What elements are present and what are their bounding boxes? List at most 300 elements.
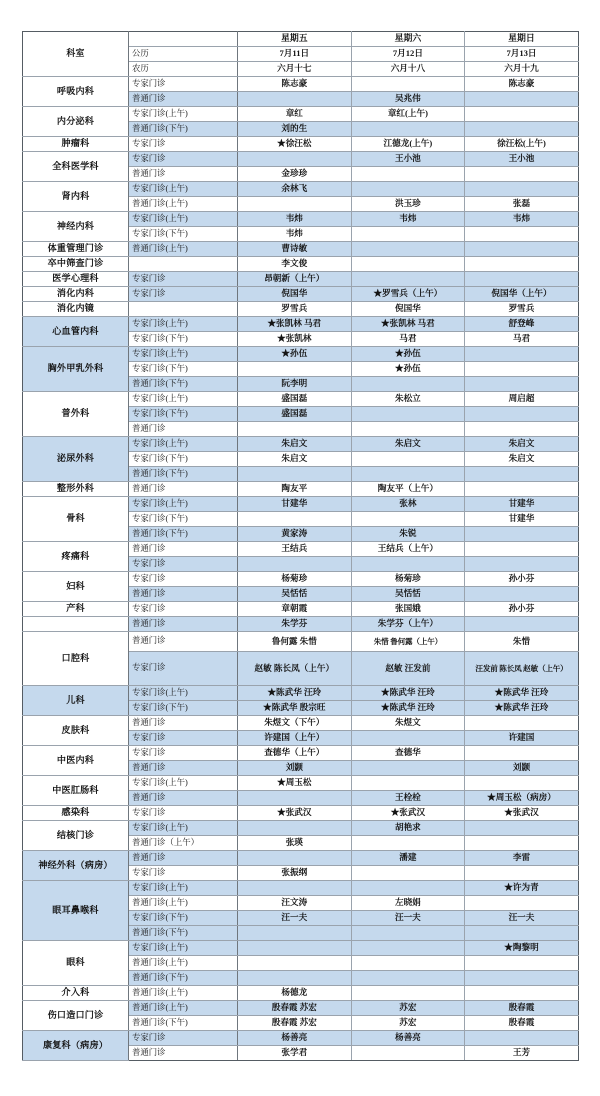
doctor-cell	[351, 926, 465, 941]
clinic-type: 专家门诊(上午)	[129, 821, 238, 836]
doctor-cell: 杨菊珍	[351, 572, 465, 587]
clinic-type: 专家门诊(上午)	[129, 776, 238, 791]
doctor-cell	[465, 1031, 579, 1046]
date-cell: 7月12日	[351, 47, 465, 62]
doctor-cell: 汪文涛	[238, 896, 352, 911]
department-name: 心血管内科	[23, 317, 129, 347]
clinic-type: 专家门诊(下午)	[129, 407, 238, 422]
department-name: 神经内科	[23, 212, 129, 242]
doctor-cell: 朱惜 鲁何露（上午）	[351, 632, 465, 652]
schedule-row	[23, 212, 579, 227]
clinic-type: 普通门诊	[129, 716, 238, 731]
clinic-type: 专家门诊(上午)	[129, 392, 238, 407]
doctor-cell	[465, 92, 579, 107]
clinic-type: 普通门诊	[129, 632, 238, 652]
department-name: 整形外科	[23, 482, 129, 497]
department-name: 感染科	[23, 806, 129, 821]
doctor-cell: 韦炜	[238, 212, 352, 227]
doctor-cell: 陶友平（上午）	[351, 482, 465, 497]
department-name: 中医内科	[23, 746, 129, 776]
doctor-cell: 马君	[465, 332, 579, 347]
department-name: 疼痛科	[23, 542, 129, 572]
schedule-row	[23, 716, 579, 731]
doctor-cell: 殷春霞 苏宏	[238, 1016, 352, 1031]
doctor-cell: 王结兵	[238, 542, 352, 557]
doctor-cell: ★张凯林 马君	[238, 317, 352, 332]
doctor-cell: 朱惜	[465, 632, 579, 652]
schedule-row	[23, 272, 579, 287]
date-cell: 六月十八	[351, 62, 465, 77]
department-name: 内分泌科	[23, 107, 129, 137]
doctor-cell: 徐汪松(上午)	[465, 137, 579, 152]
schedule-row	[23, 302, 579, 317]
doctor-cell: 罗雪兵	[465, 302, 579, 317]
department-name: 医学心理科	[23, 272, 129, 287]
department-name: 消化内科	[23, 287, 129, 302]
department-name: 肿瘤科	[23, 137, 129, 152]
doctor-cell: 章红	[238, 107, 352, 122]
clinic-type: 专家门诊(上午)	[129, 212, 238, 227]
schedule-row	[23, 107, 579, 122]
doctor-cell: 韦炜	[465, 212, 579, 227]
schedule-row	[23, 287, 579, 302]
doctor-cell	[238, 152, 352, 167]
schedule-row	[23, 257, 579, 272]
doctor-cell: 江德龙(上午)	[351, 137, 465, 152]
doctor-cell: 倪国华	[238, 287, 352, 302]
clinic-type: 专家门诊(上午)	[129, 881, 238, 896]
clinic-type: 普通门诊	[129, 761, 238, 776]
doctor-cell: ★孙伍	[351, 347, 465, 362]
clinic-type: 普通门诊(上午)	[129, 197, 238, 212]
doctor-cell	[351, 881, 465, 896]
clinic-type: 专家门诊(下午)	[129, 452, 238, 467]
clinic-type: 专家门诊(下午)	[129, 911, 238, 926]
clinic-type: 普通门诊(下午)	[129, 527, 238, 542]
doctor-cell	[351, 122, 465, 137]
clinic-type: 专家门诊(下午)	[129, 227, 238, 242]
doctor-cell: 苏宏	[351, 1001, 465, 1016]
doctor-cell: 盛国磊	[238, 392, 352, 407]
department-name: 全科医学科	[23, 152, 129, 182]
doctor-cell	[465, 617, 579, 632]
clinic-type: 专家门诊	[129, 287, 238, 302]
doctor-cell: ★张武汉	[238, 806, 352, 821]
clinic-type: 专家门诊(上午)	[129, 686, 238, 701]
department-name: 胸外甲乳外科	[23, 347, 129, 392]
clinic-type: 普通门诊	[129, 1046, 238, 1061]
doctor-cell	[465, 776, 579, 791]
clinic-type: 专家门诊(下午)	[129, 512, 238, 527]
doctor-cell: 陈志豪	[238, 77, 352, 92]
doctor-cell: ★周玉松	[238, 776, 352, 791]
schedule-row	[23, 821, 579, 836]
doctor-cell	[465, 746, 579, 761]
doctor-cell: 查德华（上午）	[238, 746, 352, 761]
doctor-cell: 甘建华	[238, 497, 352, 512]
doctor-cell: 许建国（上午）	[238, 731, 352, 746]
doctor-cell	[351, 377, 465, 392]
clinic-type: 专家门诊(上午)	[129, 941, 238, 956]
doctor-cell	[465, 467, 579, 482]
clinic-type: 普通门诊	[129, 587, 238, 602]
clinic-type: 普通门诊	[129, 92, 238, 107]
doctor-cell: 盛国磊	[238, 407, 352, 422]
schedule-row	[23, 806, 579, 821]
date-cell: 六月十七	[238, 62, 352, 77]
doctor-cell	[465, 836, 579, 851]
doctor-cell: ★孙伍	[238, 347, 352, 362]
doctor-cell: 李雷	[465, 851, 579, 866]
schedule-row	[23, 137, 579, 152]
doctor-cell	[465, 242, 579, 257]
clinic-type: 专家门诊	[129, 1031, 238, 1046]
clinic-type: 专家门诊	[129, 602, 238, 617]
doctor-cell	[238, 881, 352, 896]
doctor-cell: 张瑛	[238, 836, 352, 851]
clinic-type: 专家门诊	[129, 77, 238, 92]
clinic-type: 专家门诊	[129, 746, 238, 761]
doctor-cell	[465, 107, 579, 122]
department-name: 皮肤科	[23, 716, 129, 746]
clinic-type: 专家门诊(上午)	[129, 347, 238, 362]
doctor-cell: ★陈武华 殷宗旺	[238, 701, 352, 716]
schedule-row	[23, 77, 579, 92]
doctor-cell	[351, 971, 465, 986]
doctor-cell: 朱锐	[351, 527, 465, 542]
doctor-cell: 许建国	[465, 731, 579, 746]
doctor-cell	[351, 776, 465, 791]
doctor-cell	[351, 452, 465, 467]
clinic-type: 普通门诊(下午)	[129, 971, 238, 986]
doctor-cell: 查德华	[351, 746, 465, 761]
department-name: 神经外科（病房）	[23, 851, 129, 881]
clinic-type: 专家门诊(下午)	[129, 332, 238, 347]
clinic-type: 普通门诊	[129, 851, 238, 866]
department-name: 肾内科	[23, 182, 129, 212]
doctor-cell	[238, 197, 352, 212]
doctor-cell: 李文俊	[238, 257, 352, 272]
doctor-cell: 陶友平	[238, 482, 352, 497]
doctor-cell: ★徐汪松	[238, 137, 352, 152]
doctor-cell	[351, 242, 465, 257]
clinic-type: 专家门诊	[129, 866, 238, 881]
doctor-cell	[351, 167, 465, 182]
doctor-cell: 陈志豪	[465, 77, 579, 92]
doctor-cell: 赵敏 汪发前	[351, 652, 465, 686]
clinic-type: 普通门诊(上午)	[129, 986, 238, 1001]
department-name: 泌尿外科	[23, 437, 129, 482]
doctor-cell: 孙小芬	[465, 572, 579, 587]
schedule-row	[23, 632, 579, 652]
header-row	[23, 32, 579, 47]
doctor-cell	[465, 956, 579, 971]
doctor-cell: 殷春霞 苏宏	[238, 1001, 352, 1016]
doctor-cell	[238, 926, 352, 941]
doctor-cell: 倪国华（上午）	[465, 287, 579, 302]
doctor-cell	[465, 362, 579, 377]
doctor-cell	[465, 407, 579, 422]
clinic-type: 普通门诊(下午)	[129, 467, 238, 482]
doctor-cell: 苏宏	[351, 1016, 465, 1031]
doctor-cell: 张振纲	[238, 866, 352, 881]
schedule-row	[23, 482, 579, 497]
doctor-cell	[351, 731, 465, 746]
doctor-cell: 汪一夫	[351, 911, 465, 926]
department-name: 中医肛肠科	[23, 776, 129, 806]
doctor-cell: 刘颢	[465, 761, 579, 776]
clinic-type: 普通门诊	[129, 617, 238, 632]
schedule-row	[23, 347, 579, 362]
department-name: 体重管理门诊	[23, 242, 129, 257]
doctor-cell	[351, 512, 465, 527]
date-cell: 7月13日	[465, 47, 579, 62]
doctor-cell	[465, 971, 579, 986]
doctor-cell: ★陈武华 汪玲	[465, 686, 579, 701]
doctor-cell: ★许为青	[465, 881, 579, 896]
doctor-cell	[465, 227, 579, 242]
doctor-cell: ★陈武华 汪玲	[238, 686, 352, 701]
doctor-cell	[238, 512, 352, 527]
doctor-cell	[351, 836, 465, 851]
doctor-cell: 左晓娟	[351, 896, 465, 911]
doctor-cell: 朱煜文	[351, 716, 465, 731]
doctor-cell: 胡艳求	[351, 821, 465, 836]
outpatient-schedule-table	[22, 31, 579, 1061]
schedule-row	[23, 437, 579, 452]
doctor-cell	[351, 407, 465, 422]
doctor-cell: 甘建华	[465, 512, 579, 527]
doctor-cell: ★罗雪兵（上午）	[351, 287, 465, 302]
clinic-type: 普通门诊(下午)	[129, 926, 238, 941]
department-name: 伤口造口门诊	[23, 1001, 129, 1031]
doctor-cell	[351, 272, 465, 287]
clinic-type: 专家门诊(下午)	[129, 362, 238, 377]
doctor-cell	[465, 542, 579, 557]
clinic-type: 专家门诊	[129, 572, 238, 587]
doctor-cell: 朱启文	[351, 437, 465, 452]
doctor-cell	[465, 557, 579, 572]
doctor-cell	[351, 77, 465, 92]
col-header-day-2: 星期日	[465, 32, 579, 47]
department-name: 消化内镜	[23, 302, 129, 317]
doctor-cell: 汪一夫	[238, 911, 352, 926]
date-row-label: 农历	[129, 62, 238, 77]
doctor-cell: 殷春霞	[465, 1016, 579, 1031]
col-header-day-0: 星期五	[238, 32, 352, 47]
doctor-cell: 黄家涛	[238, 527, 352, 542]
clinic-type: 专家门诊(上午)	[129, 437, 238, 452]
doctor-cell: 汪一夫	[465, 911, 579, 926]
doctor-cell	[238, 941, 352, 956]
clinic-type: 专家门诊	[129, 557, 238, 572]
doctor-cell: 倪国华	[351, 302, 465, 317]
clinic-type: 普通门诊(上午)	[129, 956, 238, 971]
col-header-dept: 科室	[23, 32, 129, 77]
doctor-cell: 阮李明	[238, 377, 352, 392]
doctor-cell	[351, 257, 465, 272]
doctor-cell	[465, 377, 579, 392]
doctor-cell: ★张武汉	[351, 806, 465, 821]
schedule-row	[23, 617, 579, 632]
doctor-cell: 王小池	[465, 152, 579, 167]
doctor-cell	[351, 557, 465, 572]
doctor-cell	[238, 422, 352, 437]
doctor-cell	[465, 866, 579, 881]
clinic-type: 普通门诊	[129, 791, 238, 806]
department-name: 产科	[23, 602, 129, 617]
doctor-cell: 朱学芬（上午）	[351, 617, 465, 632]
doctor-cell	[465, 482, 579, 497]
doctor-cell	[351, 182, 465, 197]
doctor-cell	[465, 821, 579, 836]
department-name: 儿科	[23, 686, 129, 716]
doctor-cell	[351, 941, 465, 956]
col-header-type	[129, 32, 238, 47]
clinic-type: 专家门诊	[129, 152, 238, 167]
doctor-cell: 朱松立	[351, 392, 465, 407]
doctor-cell	[351, 956, 465, 971]
schedule-row	[23, 182, 579, 197]
doctor-cell: 鲁何露 朱惜	[238, 632, 352, 652]
doctor-cell	[465, 122, 579, 137]
clinic-type: 普通门诊	[129, 542, 238, 557]
doctor-cell	[238, 956, 352, 971]
doctor-cell	[465, 896, 579, 911]
clinic-type: 专家门诊	[129, 652, 238, 686]
doctor-cell	[351, 422, 465, 437]
doctor-cell: 朱启文	[238, 452, 352, 467]
doctor-cell	[351, 761, 465, 776]
doctor-cell: 洪玉珍	[351, 197, 465, 212]
doctor-cell: 周启超	[465, 392, 579, 407]
doctor-cell: ★陶黎明	[465, 941, 579, 956]
doctor-cell: 马君	[351, 332, 465, 347]
department-name: 卒中筛查门诊	[23, 257, 129, 272]
doctor-cell	[465, 272, 579, 287]
schedule-row	[23, 392, 579, 407]
doctor-cell: 杨善亮	[238, 1031, 352, 1046]
doctor-cell	[351, 986, 465, 1001]
doctor-cell: 朱启文	[238, 437, 352, 452]
doctor-cell	[465, 182, 579, 197]
clinic-type: 普通门诊(下午)	[129, 1016, 238, 1031]
schedule-row	[23, 746, 579, 761]
date-cell: 7月11日	[238, 47, 352, 62]
doctor-cell	[465, 347, 579, 362]
doctor-cell: 韦炜	[351, 212, 465, 227]
doctor-cell: 张学君	[238, 1046, 352, 1061]
doctor-cell: 杨善亮	[351, 1031, 465, 1046]
clinic-type: 专家门诊(下午)	[129, 701, 238, 716]
doctor-cell: ★陈武华 汪玲	[351, 701, 465, 716]
schedule-row	[23, 497, 579, 512]
doctor-cell: ★陈武华 汪玲	[465, 701, 579, 716]
doctor-cell: 潘建	[351, 851, 465, 866]
schedule-row	[23, 542, 579, 557]
doctor-cell: 甘建华	[465, 497, 579, 512]
doctor-cell	[238, 821, 352, 836]
schedule-row	[23, 851, 579, 866]
department-name: 呼吸内科	[23, 77, 129, 107]
department-name: 妇科	[23, 572, 129, 602]
doctor-cell: 章朝霞	[238, 602, 352, 617]
doctor-cell	[238, 971, 352, 986]
doctor-cell: 吴恬恬	[238, 587, 352, 602]
doctor-cell: 曹诗敏	[238, 242, 352, 257]
schedule-row	[23, 1001, 579, 1016]
doctor-cell: 王结兵（上午）	[351, 542, 465, 557]
clinic-type: 专家门诊(上午)	[129, 317, 238, 332]
doctor-cell: 赵敏 陈长凤（上午）	[238, 652, 352, 686]
doctor-cell	[351, 866, 465, 881]
doctor-cell: 昂朝新（上午）	[238, 272, 352, 287]
schedule-body	[23, 32, 579, 1061]
doctor-cell: 杨德龙	[238, 986, 352, 1001]
schedule-row	[23, 152, 579, 167]
clinic-type	[129, 257, 238, 272]
clinic-type: 专家门诊(上午)	[129, 497, 238, 512]
doctor-cell	[238, 362, 352, 377]
doctor-cell: 吴兆伟	[351, 92, 465, 107]
doctor-cell	[238, 791, 352, 806]
doctor-cell: 张国娥	[351, 602, 465, 617]
schedule-row	[23, 242, 579, 257]
doctor-cell: 张林	[351, 497, 465, 512]
doctor-cell: ★周玉松（病房）	[465, 791, 579, 806]
doctor-cell: 朱启文	[465, 437, 579, 452]
department-name: 康复科（病房）	[23, 1031, 129, 1061]
doctor-cell	[465, 422, 579, 437]
schedule-row	[23, 317, 579, 332]
department-name: 骨科	[23, 497, 129, 542]
clinic-type: 普通门诊	[129, 482, 238, 497]
clinic-type: 普通门诊(下午)	[129, 122, 238, 137]
doctor-cell: 刘颢	[238, 761, 352, 776]
schedule-row	[23, 986, 579, 1001]
doctor-cell: ★张凯林 马君	[351, 317, 465, 332]
department-name: 口腔科	[23, 632, 129, 686]
department-name	[23, 617, 129, 632]
doctor-cell: ★张凯林	[238, 332, 352, 347]
doctor-cell	[238, 851, 352, 866]
schedule-row	[23, 881, 579, 896]
clinic-type	[129, 302, 238, 317]
doctor-cell	[238, 92, 352, 107]
doctor-cell: 殷春霞	[465, 1001, 579, 1016]
department-name: 眼耳鼻喉科	[23, 881, 129, 941]
doctor-cell: 杨菊珍	[238, 572, 352, 587]
doctor-cell	[465, 527, 579, 542]
schedule-row	[23, 776, 579, 791]
clinic-type: 专家门诊	[129, 137, 238, 152]
doctor-cell: 朱煜文（下午）	[238, 716, 352, 731]
clinic-type: 专家门诊	[129, 806, 238, 821]
doctor-cell: 王芳	[465, 1046, 579, 1061]
doctor-cell	[351, 467, 465, 482]
doctor-cell: 余林飞	[238, 182, 352, 197]
doctor-cell: 韦炜	[238, 227, 352, 242]
schedule-row	[23, 686, 579, 701]
doctor-cell: 张磊	[465, 197, 579, 212]
clinic-type: 普通门诊(上午)	[129, 896, 238, 911]
doctor-cell: ★陈武华 汪玲	[351, 686, 465, 701]
doctor-cell	[465, 257, 579, 272]
col-header-day-1: 星期六	[351, 32, 465, 47]
doctor-cell: 舒登峰	[465, 317, 579, 332]
doctor-cell	[238, 467, 352, 482]
date-cell: 六月十九	[465, 62, 579, 77]
